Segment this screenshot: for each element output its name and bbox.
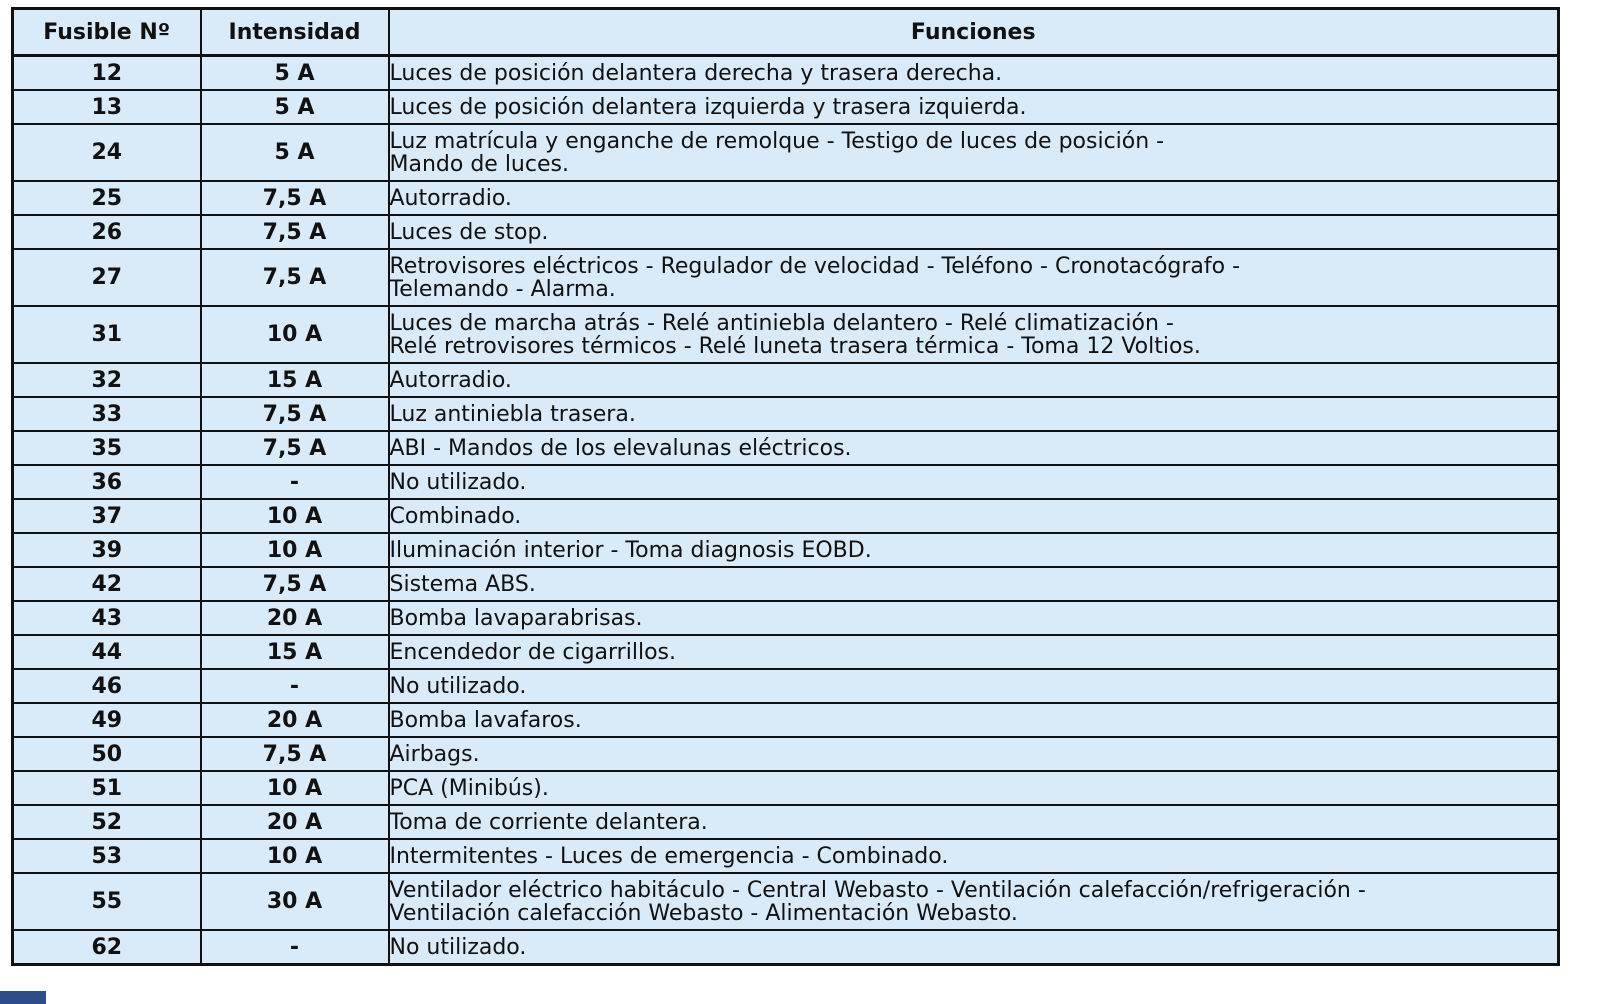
fuse-number-cell: 44: [13, 635, 201, 669]
fuse-row: [13, 431, 1559, 465]
fuse-row: [13, 805, 1559, 839]
fuse-function-cell: Bomba lavaparabrisas.: [389, 601, 1559, 635]
fuse-number-cell: 27: [13, 249, 201, 306]
fuse-row: [13, 465, 1559, 499]
fuse-number-cell: 31: [13, 306, 201, 363]
fuse-function-cell: Intermitentes - Luces de emergencia - Combinado.: [389, 839, 1559, 873]
fuse-row: [13, 363, 1559, 397]
fuse-intensity-cell: 20 A: [201, 601, 389, 635]
fuse-function-cell: Airbags.: [389, 737, 1559, 771]
fuse-number-cell: 33: [13, 397, 201, 431]
fuse-number-cell: 26: [13, 215, 201, 249]
fuse-intensity-cell: 7,5 A: [201, 431, 389, 465]
fuse-function-cell: Luz antiniebla trasera.: [389, 397, 1559, 431]
fuse-number-cell: 52: [13, 805, 201, 839]
fuse-number-cell: 43: [13, 601, 201, 635]
fuse-intensity-cell: 7,5 A: [201, 397, 389, 431]
fuse-row: [13, 930, 1559, 965]
fuse-function-cell: Luces de marcha atrás - Relé antiniebla delantero - Relé climatización - Relé retrovisores térmicos - Relé luneta trasera térmica - Toma 12 Voltios.: [389, 306, 1559, 363]
fuse-number-cell: 37: [13, 499, 201, 533]
fuse-function-cell: Ventilador eléctrico habitáculo - Central Webasto - Ventilación calefacción/refrigeración - Ventilación calefacción Webasto - Alimentación Webasto.: [389, 873, 1559, 930]
fuse-intensity-cell: 7,5 A: [201, 567, 389, 601]
fuse-intensity-cell: 15 A: [201, 635, 389, 669]
header-row: [13, 9, 1559, 56]
fuse-function-cell: Iluminación interior - Toma diagnosis EOBD.: [389, 533, 1559, 567]
fuse-number-cell: 24: [13, 124, 201, 181]
fuse-intensity-cell: -: [201, 930, 389, 965]
fuse-number-cell: 12: [13, 56, 201, 91]
header-functions: Funciones: [389, 9, 1559, 56]
fuse-row: [13, 215, 1559, 249]
fuse-number-cell: 55: [13, 873, 201, 930]
fuse-row: [13, 737, 1559, 771]
fuse-number-cell: 46: [13, 669, 201, 703]
fuse-row: [13, 567, 1559, 601]
fuse-table: [11, 7, 1560, 966]
fuse-row: [13, 703, 1559, 737]
fuse-function-cell: No utilizado.: [389, 465, 1559, 499]
fuse-number-cell: 53: [13, 839, 201, 873]
fuse-number-cell: 51: [13, 771, 201, 805]
fuse-intensity-cell: 5 A: [201, 90, 389, 124]
fuse-function-cell: PCA (Minibús).: [389, 771, 1559, 805]
fuse-table-body: [13, 56, 1559, 965]
fuse-row: [13, 771, 1559, 805]
fuse-row: [13, 397, 1559, 431]
fuse-function-cell: Autorradio.: [389, 363, 1559, 397]
fuse-function-cell: Retrovisores eléctricos - Regulador de velocidad - Teléfono - Cronotacógrafo - Telemando - Alarma.: [389, 249, 1559, 306]
fuse-function-cell: Encendedor de cigarrillos.: [389, 635, 1559, 669]
fuse-intensity-cell: 7,5 A: [201, 215, 389, 249]
fuse-number-cell: 35: [13, 431, 201, 465]
fuse-intensity-cell: 7,5 A: [201, 737, 389, 771]
fuse-intensity-cell: 7,5 A: [201, 181, 389, 215]
fuse-number-cell: 49: [13, 703, 201, 737]
fuse-row: [13, 839, 1559, 873]
fuse-intensity-cell: 20 A: [201, 805, 389, 839]
fuse-intensity-cell: 5 A: [201, 56, 389, 91]
fuse-table-header: [13, 9, 1559, 56]
fuse-function-cell: Luz matrícula y enganche de remolque - Testigo de luces de posición - Mando de luces.: [389, 124, 1559, 181]
fuse-intensity-cell: 15 A: [201, 363, 389, 397]
fuse-intensity-cell: 10 A: [201, 771, 389, 805]
fuse-row: [13, 56, 1559, 91]
fuse-function-cell: No utilizado.: [389, 669, 1559, 703]
fuse-row: [13, 533, 1559, 567]
fuse-function-cell: Luces de posición delantera derecha y trasera derecha.: [389, 56, 1559, 91]
fuse-row: [13, 499, 1559, 533]
fuse-number-cell: 50: [13, 737, 201, 771]
fuse-number-cell: 39: [13, 533, 201, 567]
fuse-number-cell: 32: [13, 363, 201, 397]
fuse-row: [13, 669, 1559, 703]
fuse-number-cell: 42: [13, 567, 201, 601]
fuse-intensity-cell: 30 A: [201, 873, 389, 930]
fuse-intensity-cell: -: [201, 465, 389, 499]
fuse-row: [13, 249, 1559, 306]
fuse-intensity-cell: 10 A: [201, 306, 389, 363]
fuse-function-cell: Sistema ABS.: [389, 567, 1559, 601]
fuse-row: [13, 90, 1559, 124]
header-intensity: Intensidad: [201, 9, 389, 56]
fuse-intensity-cell: -: [201, 669, 389, 703]
header-fuse-number: Fusible Nº: [13, 9, 201, 56]
fuse-function-cell: No utilizado.: [389, 930, 1559, 965]
fuse-row: [13, 635, 1559, 669]
fuse-row: [13, 601, 1559, 635]
fuse-row: [13, 124, 1559, 181]
fuse-row: [13, 306, 1559, 363]
fuse-intensity-cell: 10 A: [201, 533, 389, 567]
fuse-function-cell: Toma de corriente delantera.: [389, 805, 1559, 839]
fuse-function-cell: ABI - Mandos de los elevalunas eléctricos.: [389, 431, 1559, 465]
fuse-row: [13, 873, 1559, 930]
fuse-intensity-cell: 10 A: [201, 839, 389, 873]
fuse-intensity-cell: 5 A: [201, 124, 389, 181]
fuse-intensity-cell: 20 A: [201, 703, 389, 737]
page-corner-tab: [0, 991, 46, 1004]
fuse-number-cell: 13: [13, 90, 201, 124]
fuse-intensity-cell: 10 A: [201, 499, 389, 533]
fuse-number-cell: 62: [13, 930, 201, 965]
fuse-function-cell: Luces de stop.: [389, 215, 1559, 249]
fuse-intensity-cell: 7,5 A: [201, 249, 389, 306]
fuse-number-cell: 36: [13, 465, 201, 499]
fuse-function-cell: Autorradio.: [389, 181, 1559, 215]
fuse-row: [13, 181, 1559, 215]
fuse-number-cell: 25: [13, 181, 201, 215]
fuse-function-cell: Bomba lavafaros.: [389, 703, 1559, 737]
fuse-function-cell: Luces de posición delantera izquierda y trasera izquierda.: [389, 90, 1559, 124]
fuse-function-cell: Combinado.: [389, 499, 1559, 533]
